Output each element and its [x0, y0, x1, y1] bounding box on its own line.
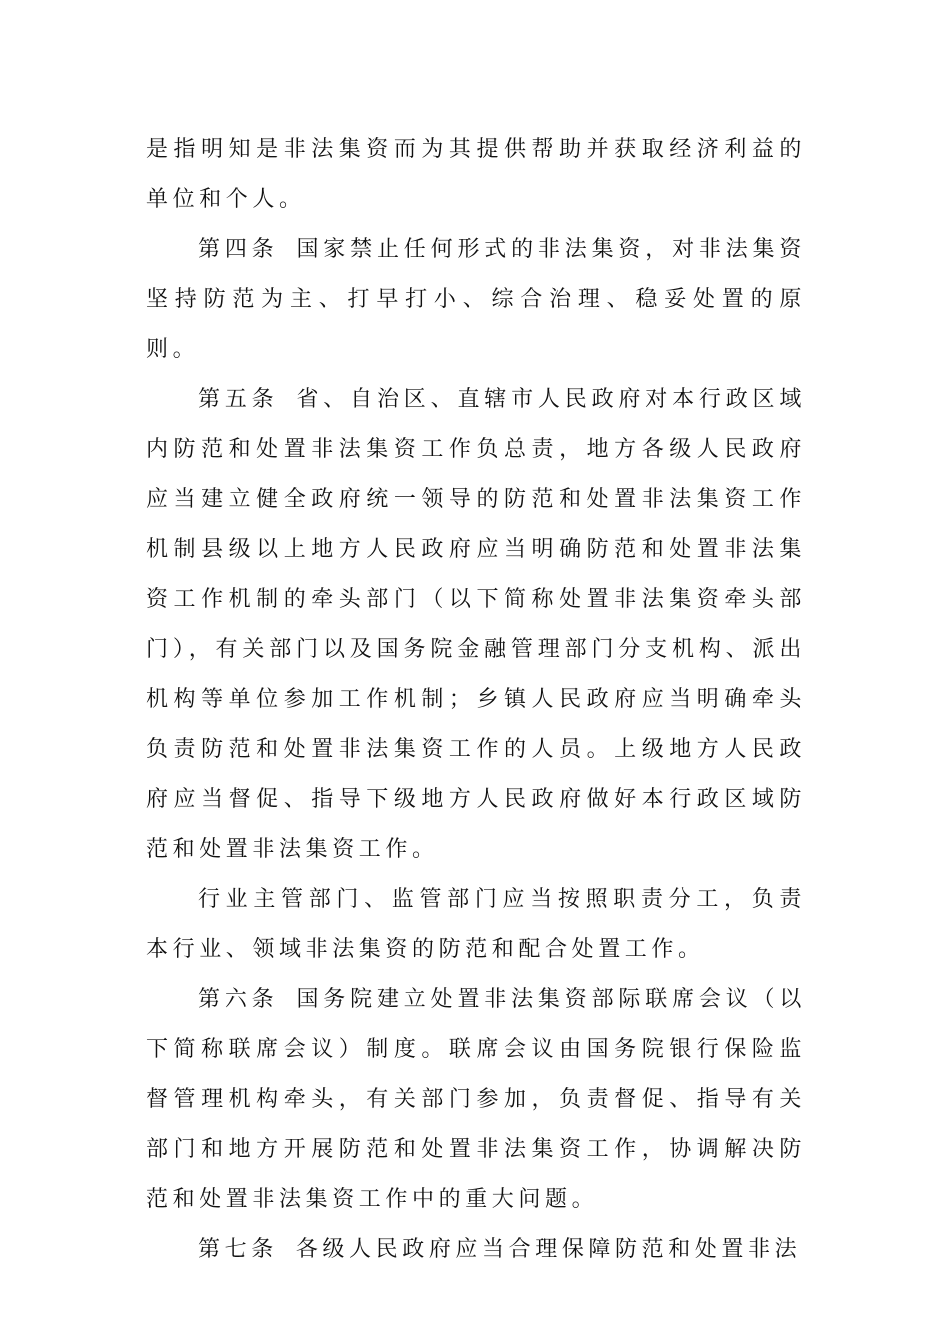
paragraph-text: 省、自治区、直辖市人民政府对本行政区域内防范和处置非法集资工作负总责，地方各级人民政府应当建立健全政府统一领导的防范和处置非法集资工作机制县级以上地方人民政府应当明确防范和处置非法集资工作机制的牵头部门（以下简称处置非法集资牵头部门），有关部门以及国务院金融管理部门分支机构、派出机构等单位参加工作机制；乡镇人民政府应当明确牵头负责防范和处置非法集资工作的人员。上级地方人民政府应当督促、指导下级地方人民政府做好本行政区域防范和处置非法集资工作。 — [146, 387, 806, 862]
article-number: 第七条 — [198, 1237, 278, 1262]
article-number: 第五条 — [198, 387, 279, 412]
paragraph-text: 各级人民政府应当合理保障防范和处置非法 — [295, 1237, 802, 1262]
paragraph-text: 国务院建立处置非法集资部际联席会议（以下简称联席会议）制度。联席会议由国务院银行保险监督管理机构牵头，有关部门参加，负责督促、指导有关部门和地方开展防范和处置非法集资工作，协调解决防范和处置非法集资工作中的重大问题。 — [146, 987, 806, 1212]
article-number: 第六条 — [198, 987, 279, 1012]
article-7 — [146, 1225, 806, 1275]
article-5 — [146, 375, 806, 875]
paragraph-text: 是指明知是非法集资而为其提供帮助并获取经济利益的单位和个人。 — [146, 137, 806, 212]
article-5-paragraph-2 — [146, 875, 806, 975]
article-4 — [146, 225, 806, 375]
paragraph-text: 国家禁止任何形式的非法集资，对非法集资坚持防范为主、打早打小、综合治理、稳妥处置的原则。 — [146, 237, 806, 362]
paragraph-continuation — [146, 125, 806, 225]
paragraph-text: 行业主管部门、监管部门应当按照职责分工，负责本行业、领域非法集资的防范和配合处置工作。 — [146, 887, 806, 962]
article-6 — [146, 975, 806, 1225]
regulation-text — [146, 125, 806, 1275]
article-number: 第四条 — [198, 237, 279, 262]
